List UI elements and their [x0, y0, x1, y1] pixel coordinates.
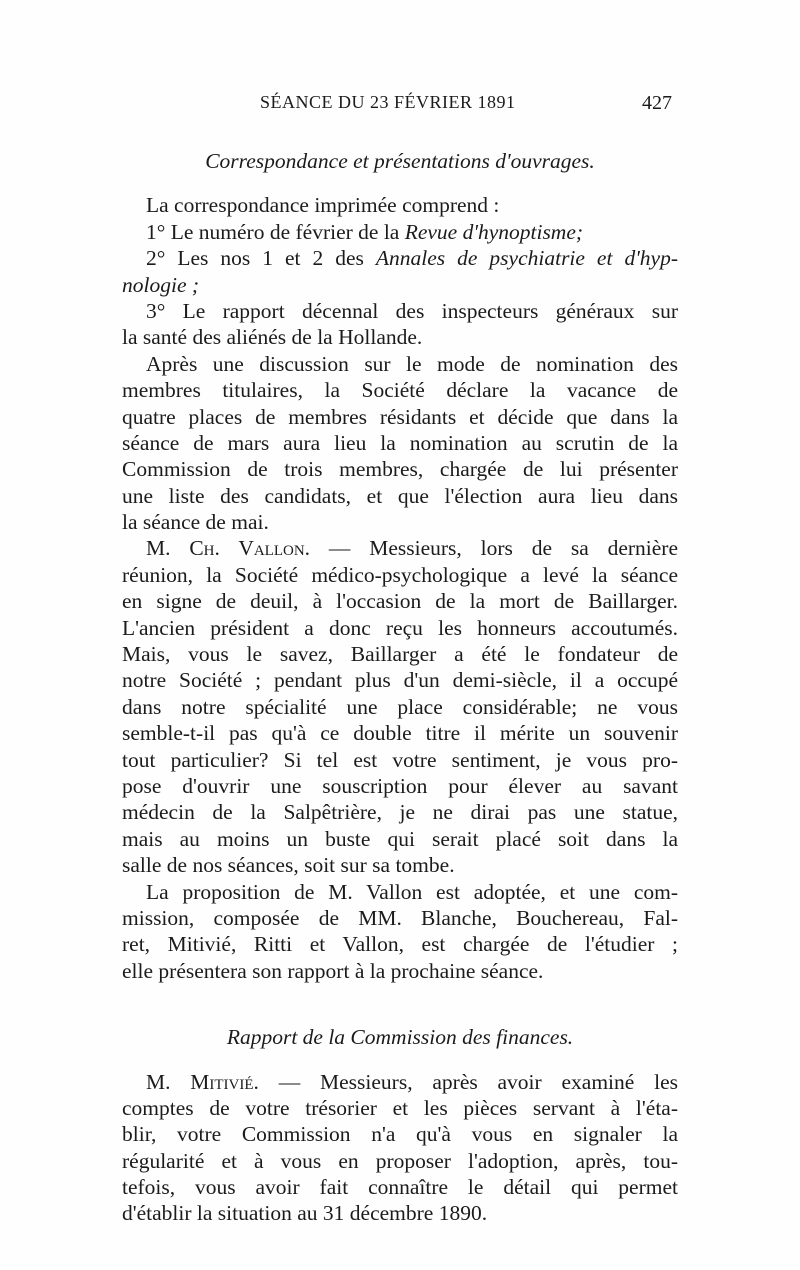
- text-line: membres titulaires, la Société déclare la vacance de: [122, 378, 678, 403]
- text-line: la séance de mai.: [122, 510, 269, 535]
- text-line: 3° Le rapport décennal des inspecteurs généraux sur: [146, 298, 678, 323]
- text-line: comptes de votre trésorier et les pièces servant à l'éta-: [122, 1095, 678, 1120]
- italic-title: Revue d'hynoptisme;: [404, 219, 584, 244]
- text-line: La correspondance imprimée comprend :: [146, 193, 500, 218]
- italic-title: Annales de psychiatrie et d'hyp-: [375, 246, 678, 271]
- speaker-name: M. Ch. Vallon.: [146, 536, 311, 561]
- text-line: séance de mars aura lieu la nomination au scrutin de la: [122, 430, 678, 455]
- text-line: elle présentera son rapport à la prochaine séance.: [122, 958, 544, 983]
- text-line: ret, Mitivié, Ritti et Vallon, est chargée de l'étudier ;: [122, 932, 678, 957]
- section-title-correspondance: Correspondance et présentations d'ouvrages.: [205, 149, 595, 173]
- text-line: 1° Le numéro de février de la Revue d'hynoptisme;: [146, 219, 584, 244]
- text-line: L'ancien président a donc reçu les honneurs accoutumés.: [122, 615, 678, 640]
- text-line: pose d'ouvrir une souscription pour élever au savant: [122, 773, 678, 798]
- running-title: SÉANCE DU 23 FÉVRIER 1891: [260, 92, 516, 112]
- text-line: M. Ch. Vallon. — Messieurs, lors de sa dernière: [146, 536, 678, 561]
- text-line: la santé des aliénés de la Hollande.: [122, 325, 423, 350]
- text-line: nologie ;: [122, 272, 200, 297]
- text-line: réunion, la Société médico-psychologique a levé la séance: [122, 562, 678, 587]
- speaker-name: M. Mitivié.: [146, 1069, 259, 1094]
- text-line: en signe de deuil, à l'occasion de la mort de Baillarger.: [122, 589, 678, 614]
- text-line: notre Société ; pendant plus d'un demi-siècle, il a occupé: [122, 668, 678, 693]
- text-line: mission, composée de MM. Blanche, Bouchereau, Fal-: [122, 905, 678, 930]
- text-line: semble-t-il pas qu'à ce double titre il mérite un souvenir: [122, 721, 678, 746]
- text-line: La proposition de M. Vallon est adoptée, et une com-: [146, 879, 678, 904]
- section-title-finances: Rapport de la Commission des finances.: [226, 1025, 574, 1050]
- text-line: une liste des candidats, et que l'élection aura lieu dans: [122, 483, 678, 508]
- text-line: Après une discussion sur le mode de nomination des: [146, 351, 678, 376]
- text-line: dans notre spécialité une place considérable; ne vous: [122, 694, 678, 719]
- text-line: médecin de la Salpêtrière, je ne dirai pas une statue,: [122, 800, 678, 825]
- text-line: tout particulier? Si tel est votre sentiment, je vous pro-: [122, 747, 678, 772]
- text-line: salle de nos séances, soit sur sa tombe.: [122, 853, 455, 878]
- text-line: tefois, vous avoir fait connaître le détail qui permet: [122, 1175, 678, 1200]
- text-line: Mais, vous le savez, Baillarger a été le fondateur de: [122, 642, 678, 667]
- text-line: régularité et à vous en proposer l'adoption, après, tou-: [122, 1148, 678, 1173]
- text-line: M. Mitivié. — Messieurs, après avoir examiné les: [146, 1069, 678, 1094]
- text-line: blir, votre Commission n'a qu'à vous en signaler la: [122, 1122, 678, 1147]
- text-line: d'établir la situation au 31 décembre 1890.: [122, 1201, 488, 1226]
- text-line: quatre places de membres résidants et décide que dans la: [122, 404, 678, 429]
- page-header: [120, 92, 680, 122]
- text-line: Commission de trois membres, chargée de lui présenter: [122, 457, 678, 482]
- page-body: [122, 148, 678, 1227]
- text-line: mais au moins un buste qui serait placé soit dans la: [122, 826, 678, 851]
- page-number: 427: [642, 92, 672, 114]
- text-line: 2° Les nos 1 et 2 des Annales de psychiatrie et d'hyp-: [146, 246, 678, 271]
